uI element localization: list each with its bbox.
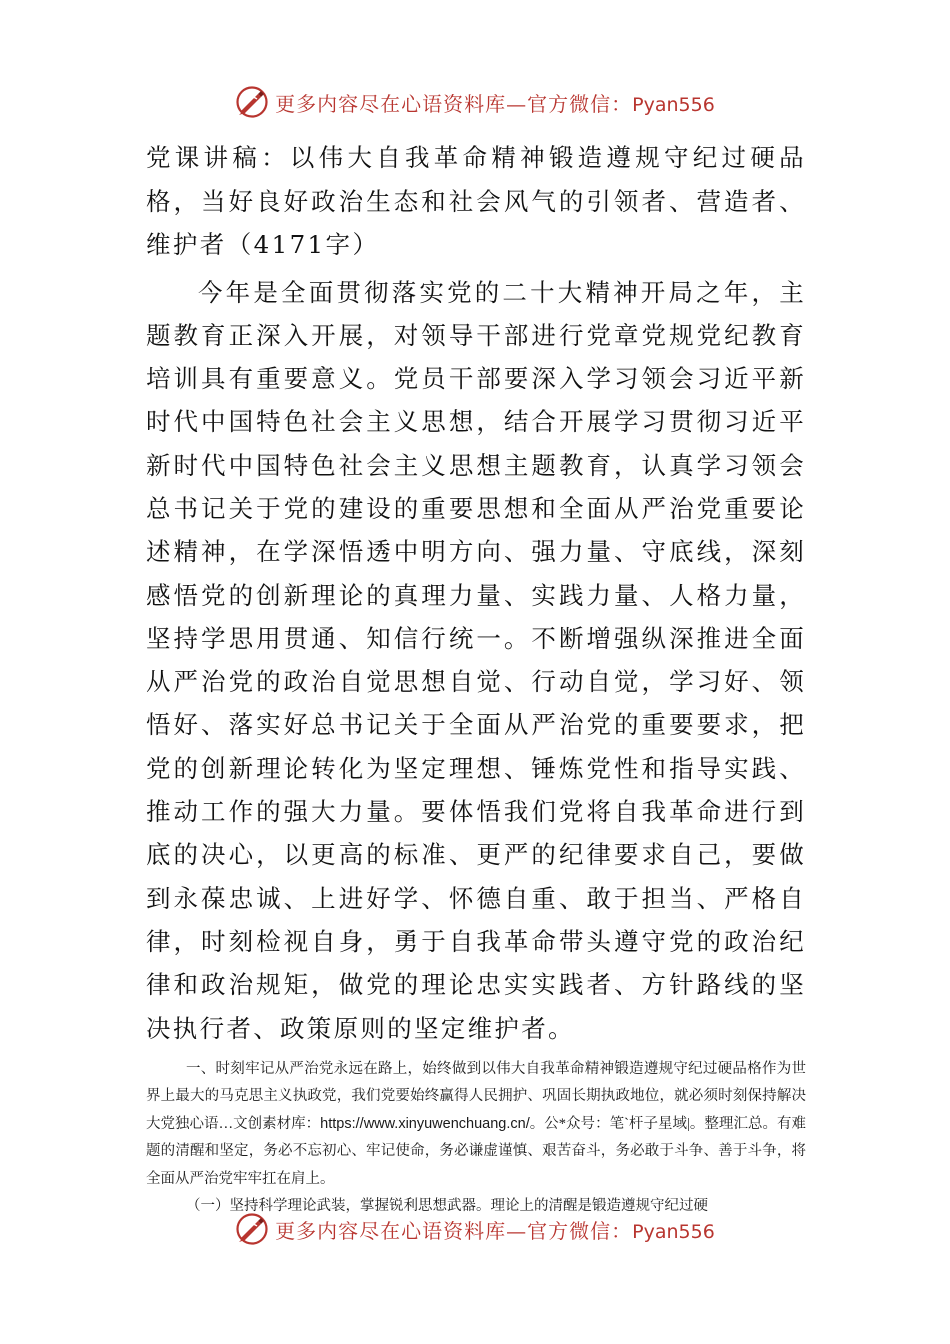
document-title: 党课讲稿：以伟大自我革命精神锻造遵规守纪过硬品格，当好良好政治生态和社会风气的引领者、营造者、维护者（4171字） <box>146 143 806 259</box>
banner-wechat-id: Pyan556 <box>632 1220 715 1243</box>
subsection-1-paragraph: （一）坚持科学理论武装，掌握锐利思想武器。理论上的清醒是锻造遵规守纪过硬 <box>186 1198 708 1215</box>
pen-seal-logo-icon <box>235 1212 269 1246</box>
banner-wechat-id: Pyan556 <box>632 93 715 116</box>
pen-seal-logo-icon <box>235 85 269 119</box>
intro-paragraph: 今年是全面贯彻落实党的二十大精神开局之年，主题教育正深入开展，对领导干部进行党章党规党纪教育培训具有重要意义。党员干部要深入学习领会习近平新时代中国特色社会主义思想，结合开展学习贯彻习近平新时代中国特色社会主义思想主题教育，认真学习领会总书记关于党的建设的重要思想和全面从严治党重要论述精神，在学深悟透中明方向、强力量、守底线，深刻感悟党的创新理论的真理力量、实践力量、人格力量，坚持学思用贯通、知信行统一。不断增强纵深推进全面从严治党的政治自觉思想自觉、行动自觉，学习好、领悟好、落实好总书记关于全面从严治党的重要要求，把党的创新理论转化为坚定理想、锤炼党性和指导实践、推动工作的强大力量。要体悟我们党将自我革命进行到底的决心，以更高的标准、更严的纪律要求自己，要做到永葆忠诚、上进好学、怀德自重、敢于担当、严格自律，时刻检视自身，勇于自我革命带头遵守党的政治纪律和政治规矩，做党的理论忠实实践者、方针路线的坚决执行者、政策原则的坚定维护者。 <box>146 277 806 1043</box>
banner-text: 更多内容尽在心语资料库—官方微信：Pyan556 <box>275 91 715 116</box>
top-banner <box>0 82 950 122</box>
source-url: https://www.xinyuwenchuang.cn/ <box>320 1115 530 1132</box>
section-1-paragraph: 一、时刻牢记从严治党永远在路上，始终做到以伟大自我革命精神锻造遵规守纪过硬品格作为世界上最大的马克思主义执政党，我们党要始终赢得人民拥护、巩固长期执政地位，就必须时刻保持解决大党独心语…文创素材库：https://www.xinyuwenchuang.cn/。公*众号：笔`杆子星域|。整理汇总。有难题的清醒和坚定，务必不忘初心、牢记使命，务必谦虚谨慎、艰苦奋斗，务必敢于斗争、善于斗争，将全面从严治党牢牢扛在肩上。 <box>146 1060 807 1187</box>
document-body <box>146 136 806 1221</box>
bottom-banner <box>0 1209 950 1249</box>
banner-text: 更多内容尽在心语资料库—官方微信：Pyan556 <box>275 1218 715 1243</box>
